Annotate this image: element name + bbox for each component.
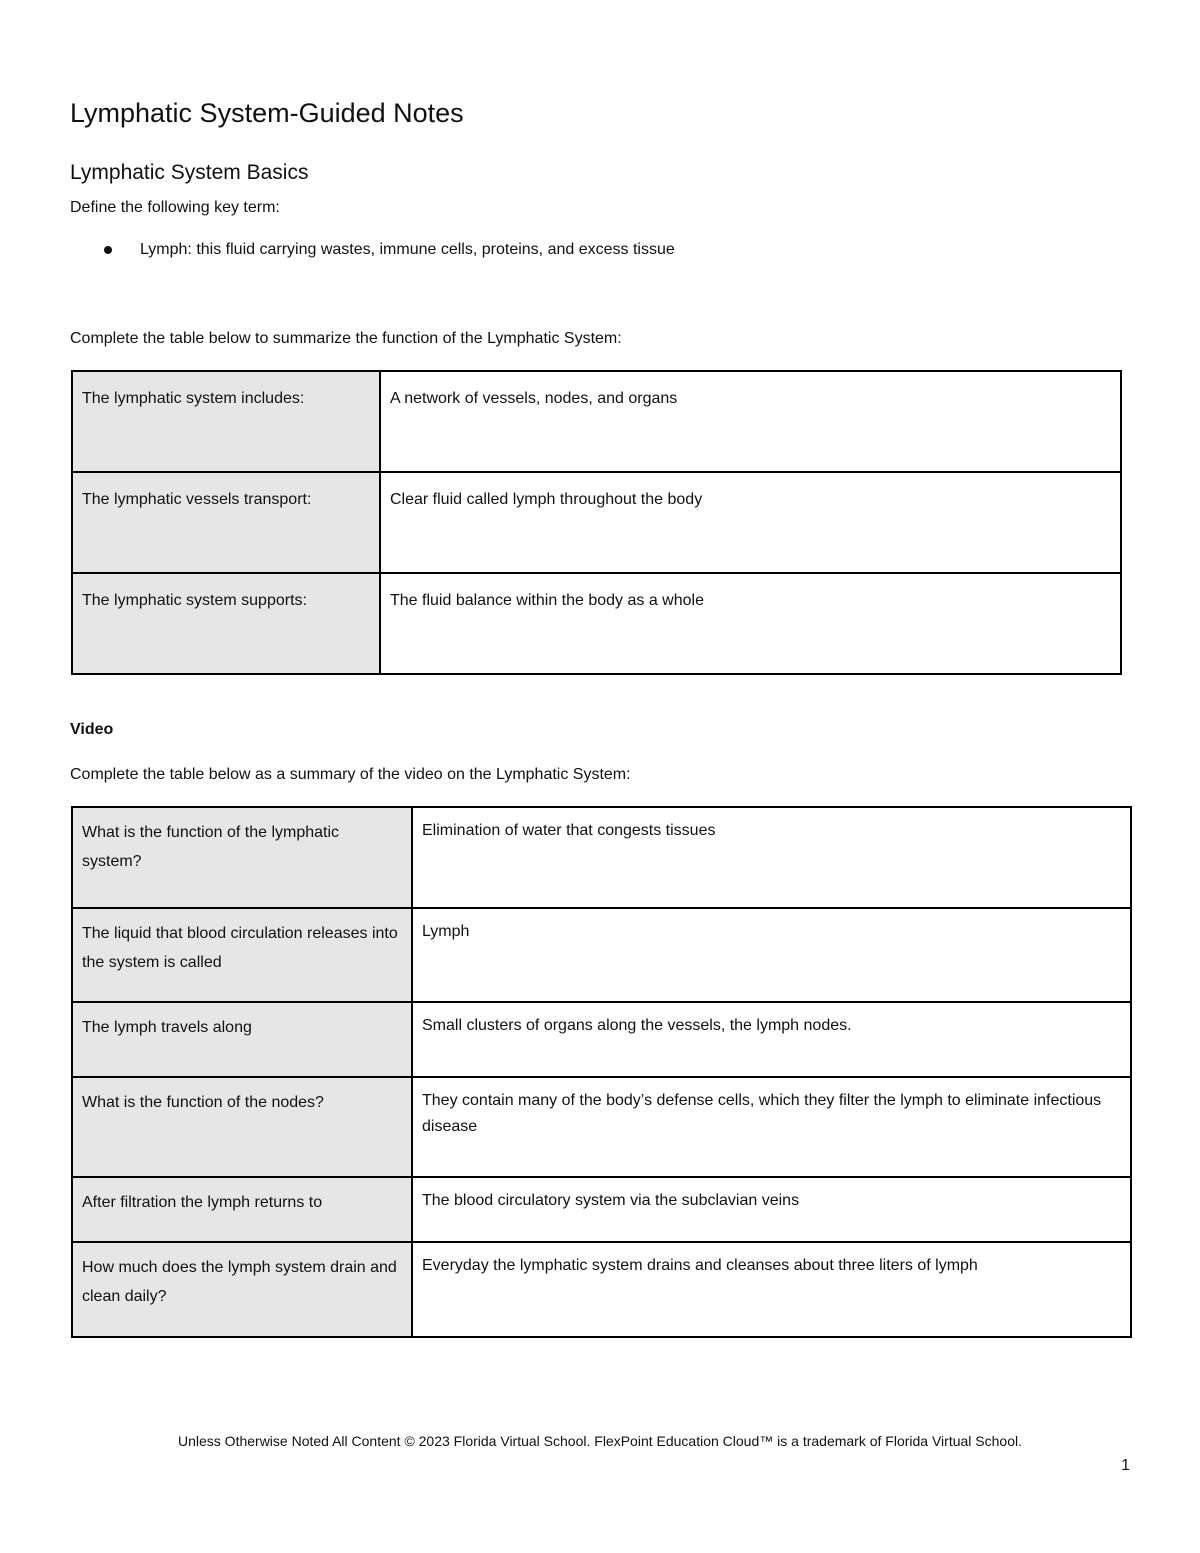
table-row: [72, 807, 1131, 908]
list-item: [104, 241, 675, 259]
table-value-cell: They contain many of the body’s defense cells, which they filter the lymph to eliminate infectious disease: [412, 1077, 1131, 1177]
table-value-cell: Lymph: [412, 908, 1131, 1002]
table-label-cell: How much does the lymph system drain and clean daily?: [72, 1242, 412, 1337]
table-label-cell: The lymphatic system includes:: [72, 371, 380, 472]
table-row: [72, 472, 1121, 573]
key-term-lymph: Lymph: this fluid carrying wastes, immune cells, proteins, and excess tissue: [140, 241, 675, 258]
table-row: [72, 908, 1131, 1002]
table-row: [72, 1077, 1131, 1177]
video-table: [71, 806, 1132, 1338]
table-label-cell: The lymphatic system supports:: [72, 573, 380, 674]
table-label-cell: After filtration the lymph returns to: [72, 1177, 412, 1242]
table-label-cell: The lymph travels along: [72, 1002, 412, 1077]
page-number: 1: [1121, 1457, 1130, 1474]
table-value-cell: Small clusters of organs along the vessels, the lymph nodes.: [412, 1002, 1131, 1077]
summary-instruction: Complete the table below to summarize the function of the Lymphatic System:: [70, 330, 622, 347]
copyright-footer: Unless Otherwise Noted All Content © 2023 Florida Virtual School. FlexPoint Education Cloud™ is a trademark of Florida Virtual School.: [178, 1433, 1022, 1449]
table-row: [72, 1002, 1131, 1077]
table-value-cell: The fluid balance within the body as a whole: [380, 573, 1121, 674]
video-instruction: Complete the table below as a summary of the video on the Lymphatic System:: [70, 766, 631, 783]
table-label-cell: The liquid that blood circulation releases into the system is called: [72, 908, 412, 1002]
table-value-cell: A network of vessels, nodes, and organs: [380, 371, 1121, 472]
table-value-cell: Clear fluid called lymph throughout the body: [380, 472, 1121, 573]
table-value-cell: Everyday the lymphatic system drains and cleanses about three liters of lymph: [412, 1242, 1131, 1337]
table-row: [72, 1177, 1131, 1242]
table-value-cell: Elimination of water that congests tissues: [412, 807, 1131, 908]
table-label-cell: What is the function of the nodes?: [72, 1077, 412, 1177]
section-title: Lymphatic System Basics: [70, 161, 309, 184]
table-label-cell: What is the function of the lymphatic system?: [72, 807, 412, 908]
page-title: Lymphatic System-Guided Notes: [70, 98, 464, 128]
table-label-cell: The lymphatic vessels transport:: [72, 472, 380, 573]
table-row: [72, 573, 1121, 674]
table-value-cell: The blood circulatory system via the subclavian veins: [412, 1177, 1131, 1242]
table-row: [72, 371, 1121, 472]
key-term-instruction: Define the following key term:: [70, 199, 280, 216]
table-row: [72, 1242, 1131, 1337]
summary-table: [71, 370, 1122, 675]
bullet-icon: [104, 246, 112, 254]
video-heading: Video: [70, 721, 114, 738]
